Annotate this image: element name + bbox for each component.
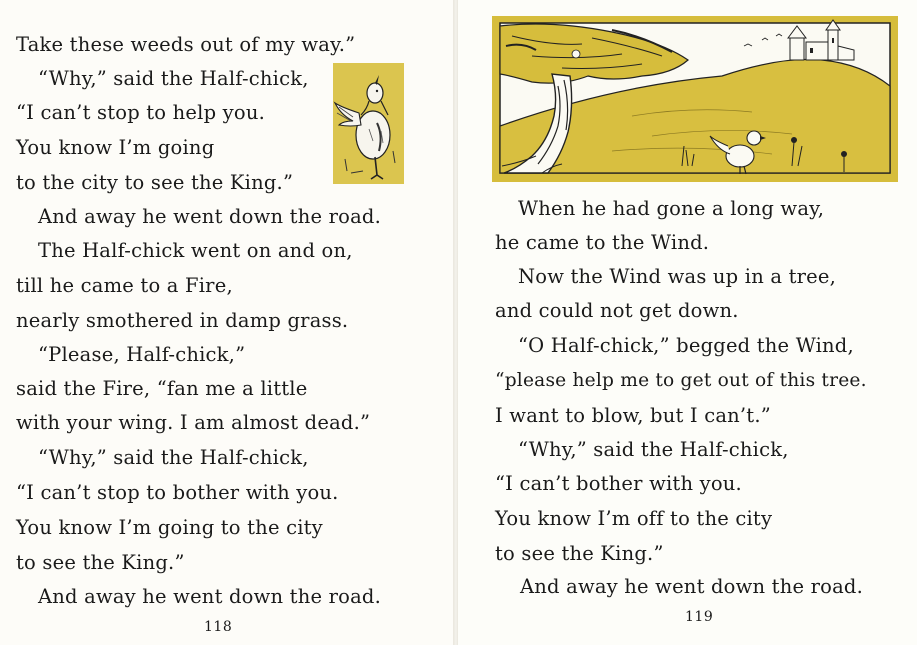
wind-tree-scene-icon bbox=[492, 16, 898, 182]
text-line: “Why,” said the Half-chick, bbox=[38, 67, 309, 90]
text-line: “I can’t stop to help you. bbox=[16, 101, 265, 124]
text-line: “Why,” said the Half-chick, bbox=[518, 438, 789, 461]
text-line: The Half-chick went on and on, bbox=[38, 239, 353, 262]
page-number: 119 bbox=[685, 609, 714, 625]
text-line: And away he went down the road. bbox=[38, 205, 381, 228]
text-line: “Why,” said the Half-chick, bbox=[38, 446, 309, 469]
text-line: Now the Wind was up in a tree, bbox=[518, 265, 837, 288]
text-line: “Please, Half-chick,” bbox=[38, 343, 246, 366]
text-line: And away he went down the road. bbox=[38, 585, 381, 608]
text-line: You know I’m off to the city bbox=[495, 507, 773, 530]
text-line: You know I’m going to the city bbox=[16, 516, 323, 539]
text-line: “I can’t stop to bother with you. bbox=[16, 481, 339, 504]
text-line: “please help me to get out of this tree. bbox=[495, 370, 867, 391]
text-line: to see the King.” bbox=[16, 551, 185, 574]
text-line: to see the King.” bbox=[495, 542, 664, 565]
text-line: said the Fire, “fan me a little bbox=[16, 377, 308, 400]
text-line: When he had gone a long way, bbox=[518, 197, 825, 220]
text-line: You know I’m going bbox=[16, 136, 215, 159]
text-line: “O Half-chick,” begged the Wind, bbox=[518, 334, 854, 357]
landscape-illustration bbox=[492, 16, 898, 182]
half-chick-illustration bbox=[333, 63, 404, 184]
text-line: he came to the Wind. bbox=[495, 231, 710, 254]
text-line: to the city to see the King.” bbox=[16, 171, 294, 194]
text-line: “I can’t bother with you. bbox=[495, 472, 742, 495]
text-line: and could not get down. bbox=[495, 299, 739, 322]
text-line: Take these weeds out of my way.” bbox=[16, 33, 356, 56]
text-line: I want to blow, but I can’t.” bbox=[495, 404, 771, 427]
text-line: And away he went down the road. bbox=[520, 575, 863, 598]
half-chick-icon bbox=[333, 63, 404, 184]
text-line: nearly smothered in damp grass. bbox=[16, 309, 349, 332]
page-number: 118 bbox=[204, 619, 233, 635]
text-line: with your wing. I am almost dead.” bbox=[16, 411, 371, 434]
text-line: till he came to a Fire, bbox=[16, 274, 233, 297]
